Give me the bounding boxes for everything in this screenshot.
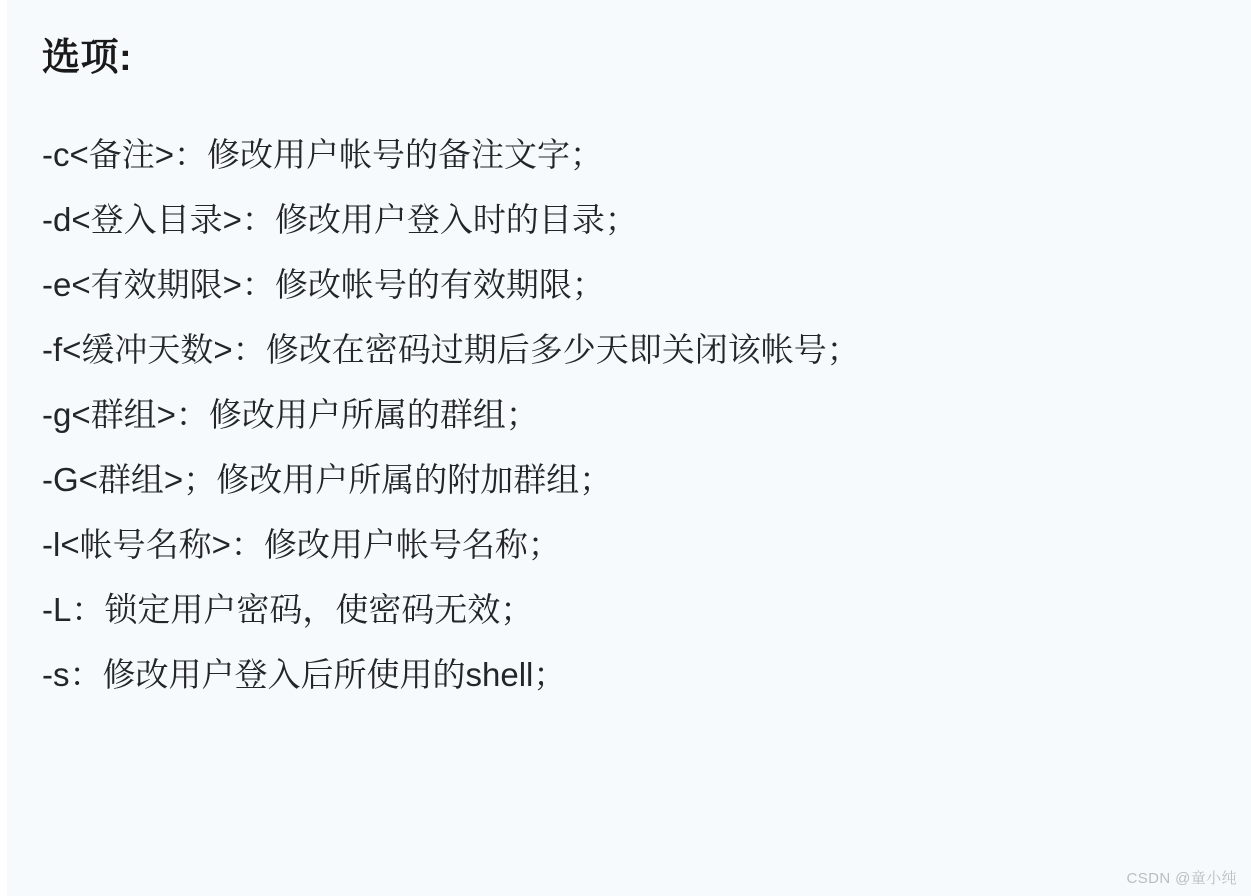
options-list (42, 135, 1251, 693)
left-margin-strip (0, 0, 7, 896)
list-item: -l<帐号名称>：修改用户帐号名称； (42, 525, 561, 563)
list-item: -g<群组>：修改用户所属的群组； (42, 395, 539, 433)
watermark: CSDN @童小纯 (1126, 870, 1237, 887)
list-item: -f<缓冲天数>：修改在密码过期后多少天即关闭该帐号； (42, 330, 860, 368)
page-title: 选项: (42, 37, 133, 79)
list-item: -c<备注>：修改用户帐号的备注文字； (42, 135, 604, 173)
list-item: -d<登入目录>：修改用户登入时的目录； (42, 200, 638, 238)
list-item: -L：锁定用户密码，使密码无效； (42, 590, 534, 628)
list-item: -G<群组>；修改用户所属的附加群组； (42, 460, 613, 498)
document-content (42, 0, 1251, 896)
list-item: -s：修改用户登入后所使用的shell； (42, 655, 567, 693)
list-item: -e<有效期限>：修改帐号的有效期限； (42, 265, 605, 303)
